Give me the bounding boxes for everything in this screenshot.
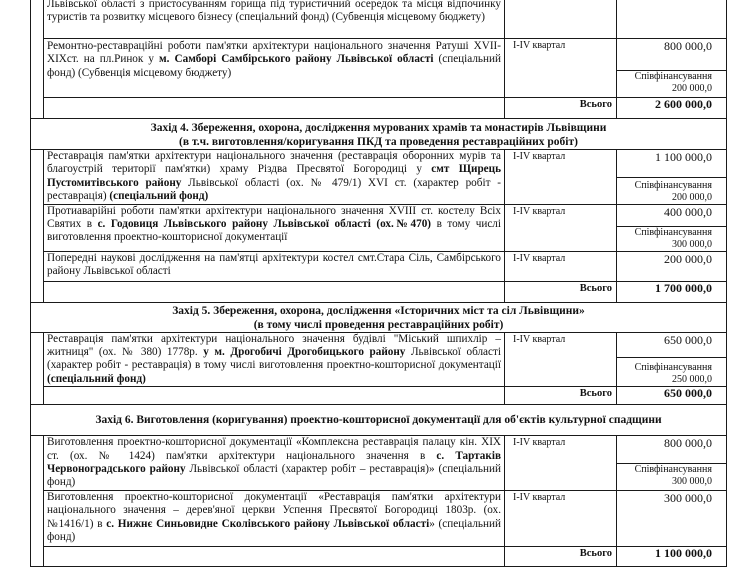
cofinancing-cell: Співфінансування 250 000,0 [617, 358, 727, 387]
total-label: Всього [505, 281, 617, 302]
section-subtitle: (в тому числі проведення реставраційних робіт) [253, 318, 504, 331]
section-title: Захід 5. Збереження, охорона, дослідження «Історичних міст та сіл Львівщини» [172, 304, 585, 317]
row-description: Виготовлення проектно-кошторисної документації «Комплексна реставрація палацу кін. XIX ст. (ох. № 1424) пам'ятки архітектури національного значення в с. Тартаків Червоноградського району Львівської області (характер робіт – реставрація)» (спеціальний фонд) [44, 436, 505, 491]
row-amount: 650 000,0 [617, 332, 727, 358]
total-label: Всього [505, 98, 617, 119]
row-description: Ремонтно-реставраційні роботи пам'ятки архітектури національного значення Ратуші XVII- XIXст. на пл.Ринок у м. Самборі Самбірського району Львівської області (спеціальний фонд) (Субвенція місцевому бюджету) [44, 39, 505, 98]
table-row [31, 251, 727, 281]
section-title: Захід 4. Збереження, охорона, дослідження мурованих храмів та монастирів Львівщини [150, 122, 607, 134]
row-period: I-IV квартал [505, 436, 617, 491]
total-label: Всього [505, 387, 617, 405]
section-header [31, 302, 727, 332]
total-row [31, 387, 727, 405]
section-header [31, 405, 727, 436]
row-period: I-IV квартал [505, 490, 617, 546]
row-amount: 300 000,0 [617, 490, 727, 546]
row-amount: 200 000,0 [617, 251, 727, 281]
row-description: Протиаварійні роботи пам'ятки архітектури національного значення XVIII ст. костелу Всіх Святих в с. Годовиця Львівського району Львівської області (ох.№470) в тому числі виготовлення проектно-кошторисної документації [44, 204, 505, 251]
total-row [31, 546, 727, 566]
row-description: Попередні наукові дослідження на пам'ятці архітектури костел смт.Стара Сіль, Самбірського району Львівської області [44, 251, 505, 281]
cofinancing-cell: Співфінансування 200 000,0 [617, 177, 727, 204]
table-row [31, 39, 727, 71]
table-row [31, 204, 727, 226]
row-amount: 800 000,0 [617, 436, 727, 464]
total-amount: 650 000,0 [617, 387, 727, 405]
total-amount: 1 700 000,0 [617, 281, 727, 302]
cofinancing-cell: Співфінансування 300 000,0 [617, 464, 727, 491]
program-table [30, 0, 727, 567]
table-row [31, 436, 727, 464]
row-period: I-IV квартал [505, 332, 617, 387]
row-period: I-IV квартал [505, 150, 617, 205]
cofinancing-cell: Співфінансування 300 000,0 [617, 226, 727, 251]
row-amount: 1 100 000,0 [617, 150, 727, 178]
cofinancing-cell: Співфінансування 200 000,0 [617, 71, 727, 98]
total-row [31, 98, 727, 119]
row-amount: 400 000,0 [617, 204, 727, 226]
row-amount: 800 000,0 [617, 39, 727, 71]
row-period: I-IV квартал [505, 204, 617, 251]
total-label: Всього [505, 546, 617, 566]
section-header [31, 119, 727, 150]
row-description: Львівської області з пристосуванням горища під туристичний осередок та місця відпочинку туристів та розвитку місцевого бізнесу (спеціальний фонд) (Субвенція місцевому бюджету) [44, 0, 505, 39]
table-row [31, 332, 727, 358]
row-period: I-IV квартал [505, 39, 617, 98]
table-row [31, 150, 727, 178]
row-period: I-IV квартал [505, 251, 617, 281]
total-amount: 2 600 000,0 [617, 98, 727, 119]
total-amount: 1 100 000,0 [617, 546, 727, 566]
row-description: Виготовлення проектно-кошторисної документації «Реставрація пам'ятки архітектури національного значення – дерев'яної церкви Успення Пресвятої Богородиці 1803р. (ох.№1416/1) в с. Нижнє Синьовидне Сколівського району Львівської області» (спеціальний фонд) [44, 490, 505, 546]
total-row [31, 281, 727, 302]
row-description: Реставрація пам'ятки архітектури національного значення будівлі "Міський шпихлір – житниця" (ох. № 380) 1778р. у м. Дрогобичі Дрогобицького району Львівської області (характер робіт - реставрація) в тому числі виготовлення проектно-кошторисної документації (спеціальний фонд) [44, 332, 505, 387]
section-subtitle: (в т.ч. виготовлення/коригування ПКД та проведення реставраційних робіт) [179, 136, 578, 148]
table-row [31, 0, 727, 39]
row-description: Реставрація пам'ятки архітектури національного значення (реставрація оборонних мурів та благоустрій території пам'ятки) храму Різдва Пресвятої Богородиці у смт Щирець Пустомитівського району Львівської області (ох. № 479/1) XVI ст. (характер робіт - реставрація) (спеціальний фонд) [44, 150, 505, 205]
table-row [31, 490, 727, 546]
section-title: Захід 6. Виготовлення (коригування) проектно-кошторисної документації для об'єктів культурної спадщини [95, 414, 662, 427]
